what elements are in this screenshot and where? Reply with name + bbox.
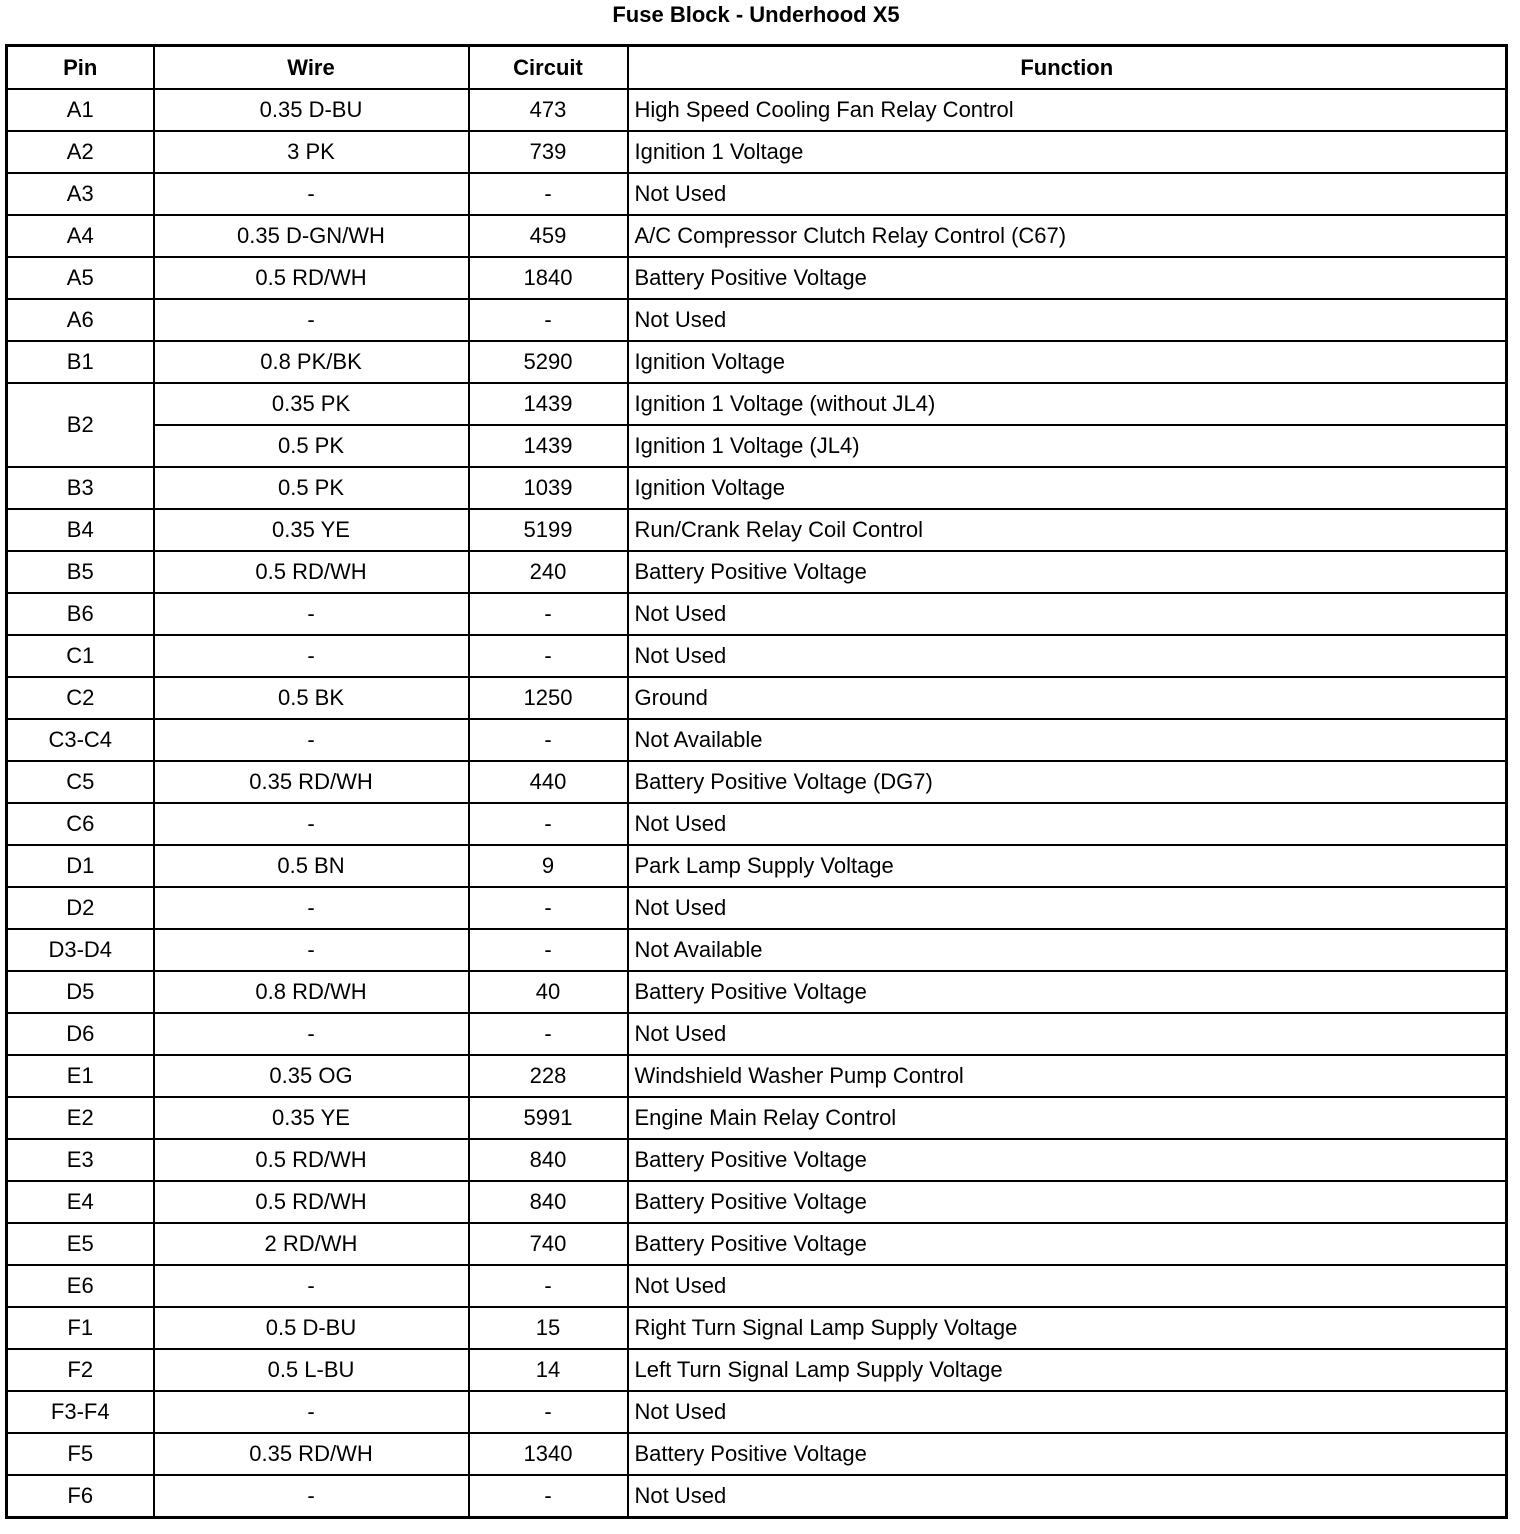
table-row (7, 1139, 1507, 1181)
wire-cell: 3 PK (154, 131, 469, 173)
circuit-cell: 473 (469, 89, 628, 131)
table-row (7, 1475, 1507, 1518)
pin-cell: D1 (7, 845, 154, 887)
pin-cell: C6 (7, 803, 154, 845)
pin-cell: A2 (7, 131, 154, 173)
wire-cell: 0.35 RD/WH (154, 1433, 469, 1475)
table-row (7, 803, 1507, 845)
circuit-cell: 840 (469, 1181, 628, 1223)
wire-cell: 0.5 L-BU (154, 1349, 469, 1391)
pin-cell: B2 (7, 383, 154, 467)
circuit-cell: - (469, 929, 628, 971)
function-cell: Not Used (628, 1475, 1507, 1518)
wire-cell: - (154, 173, 469, 215)
circuit-cell: - (469, 887, 628, 929)
wire-cell: 0.35 OG (154, 1055, 469, 1097)
function-cell: Not Used (628, 887, 1507, 929)
table-row (7, 89, 1507, 131)
table-row (7, 173, 1507, 215)
wire-cell: 0.35 PK (154, 383, 469, 425)
wire-cell: - (154, 1475, 469, 1518)
function-cell: Left Turn Signal Lamp Supply Voltage (628, 1349, 1507, 1391)
table-row (7, 425, 1507, 467)
pin-cell: E4 (7, 1181, 154, 1223)
pin-cell: B1 (7, 341, 154, 383)
table-row (7, 1433, 1507, 1475)
table-row (7, 257, 1507, 299)
table-row (7, 1307, 1507, 1349)
wire-cell: 2 RD/WH (154, 1223, 469, 1265)
table-row (7, 1013, 1507, 1055)
circuit-cell: 1439 (469, 425, 628, 467)
wire-cell: - (154, 929, 469, 971)
pin-cell: F3-F4 (7, 1391, 154, 1433)
wire-cell: 0.5 PK (154, 425, 469, 467)
header-wire: Wire (154, 46, 469, 90)
table-row (7, 1223, 1507, 1265)
function-cell: Run/Crank Relay Coil Control (628, 509, 1507, 551)
circuit-cell: 1250 (469, 677, 628, 719)
pin-cell: C1 (7, 635, 154, 677)
table-row (7, 635, 1507, 677)
table-row (7, 1391, 1507, 1433)
function-cell: Battery Positive Voltage (628, 1433, 1507, 1475)
function-cell: Not Used (628, 1265, 1507, 1307)
pin-cell: A4 (7, 215, 154, 257)
circuit-cell: 739 (469, 131, 628, 173)
circuit-cell: 740 (469, 1223, 628, 1265)
pin-cell: F5 (7, 1433, 154, 1475)
function-cell: Not Used (628, 1391, 1507, 1433)
function-cell: Battery Positive Voltage (628, 1181, 1507, 1223)
function-cell: Ground (628, 677, 1507, 719)
table-row (7, 929, 1507, 971)
table-row (7, 383, 1507, 425)
connector-table (5, 44, 1508, 1519)
pin-cell: D6 (7, 1013, 154, 1055)
wire-cell: - (154, 299, 469, 341)
table-row (7, 215, 1507, 257)
table-row (7, 467, 1507, 509)
circuit-cell: 1039 (469, 467, 628, 509)
circuit-cell: 228 (469, 1055, 628, 1097)
wire-cell: - (154, 1265, 469, 1307)
wire-cell: 0.35 RD/WH (154, 761, 469, 803)
pin-cell: B6 (7, 593, 154, 635)
function-cell: Battery Positive Voltage (628, 971, 1507, 1013)
function-cell: Battery Positive Voltage (DG7) (628, 761, 1507, 803)
pin-cell: C5 (7, 761, 154, 803)
circuit-cell: - (469, 635, 628, 677)
function-cell: Not Used (628, 1013, 1507, 1055)
wire-cell: 0.5 PK (154, 467, 469, 509)
wire-cell: - (154, 1013, 469, 1055)
circuit-cell: 15 (469, 1307, 628, 1349)
wire-cell: 0.5 RD/WH (154, 1139, 469, 1181)
function-cell: Not Used (628, 635, 1507, 677)
function-cell: Not Used (628, 299, 1507, 341)
circuit-cell: 1340 (469, 1433, 628, 1475)
circuit-cell: - (469, 719, 628, 761)
circuit-cell: - (469, 1475, 628, 1518)
function-cell: Not Available (628, 719, 1507, 761)
circuit-cell: 1840 (469, 257, 628, 299)
pin-cell: F6 (7, 1475, 154, 1518)
circuit-cell: 14 (469, 1349, 628, 1391)
pin-cell: D5 (7, 971, 154, 1013)
function-cell: Engine Main Relay Control (628, 1097, 1507, 1139)
pin-cell: A6 (7, 299, 154, 341)
wire-cell: - (154, 719, 469, 761)
wire-cell: 0.5 BN (154, 845, 469, 887)
wire-cell: - (154, 803, 469, 845)
function-cell: Ignition Voltage (628, 467, 1507, 509)
wire-cell: 0.5 BK (154, 677, 469, 719)
circuit-cell: - (469, 173, 628, 215)
function-cell: Windshield Washer Pump Control (628, 1055, 1507, 1097)
table-row (7, 341, 1507, 383)
circuit-cell: - (469, 1265, 628, 1307)
table-row (7, 1055, 1507, 1097)
table-row (7, 551, 1507, 593)
function-cell: Ignition 1 Voltage (628, 131, 1507, 173)
circuit-cell: - (469, 1013, 628, 1055)
wire-cell: - (154, 593, 469, 635)
function-cell: Ignition 1 Voltage (JL4) (628, 425, 1507, 467)
header-function: Function (628, 46, 1507, 90)
circuit-cell: 840 (469, 1139, 628, 1181)
function-cell: Park Lamp Supply Voltage (628, 845, 1507, 887)
pin-cell: B3 (7, 467, 154, 509)
pin-cell: E1 (7, 1055, 154, 1097)
header-pin: Pin (7, 46, 154, 90)
circuit-cell: 1439 (469, 383, 628, 425)
function-cell: High Speed Cooling Fan Relay Control (628, 89, 1507, 131)
header-row (7, 46, 1507, 90)
pin-cell: E3 (7, 1139, 154, 1181)
pin-cell: B4 (7, 509, 154, 551)
table-row (7, 677, 1507, 719)
pin-cell: E2 (7, 1097, 154, 1139)
table-row (7, 299, 1507, 341)
wire-cell: - (154, 635, 469, 677)
pin-cell: E5 (7, 1223, 154, 1265)
wire-cell: - (154, 1391, 469, 1433)
wire-cell: 0.35 D-GN/WH (154, 215, 469, 257)
page-title: Fuse Block - Underhood X5 (612, 2, 900, 27)
circuit-cell: - (469, 803, 628, 845)
circuit-cell: 440 (469, 761, 628, 803)
wire-cell: 0.35 D-BU (154, 89, 469, 131)
table-row (7, 971, 1507, 1013)
circuit-cell: - (469, 593, 628, 635)
table-row (7, 719, 1507, 761)
circuit-cell: 240 (469, 551, 628, 593)
pin-cell: E6 (7, 1265, 154, 1307)
table-row (7, 887, 1507, 929)
function-cell: Not Used (628, 593, 1507, 635)
function-cell: Battery Positive Voltage (628, 551, 1507, 593)
table-row (7, 845, 1507, 887)
circuit-cell: 5290 (469, 341, 628, 383)
function-cell: Battery Positive Voltage (628, 257, 1507, 299)
wire-cell: 0.35 YE (154, 1097, 469, 1139)
function-cell: A/C Compressor Clutch Relay Control (C67) (628, 215, 1507, 257)
function-cell: Ignition Voltage (628, 341, 1507, 383)
pin-cell: A3 (7, 173, 154, 215)
function-cell: Ignition 1 Voltage (without JL4) (628, 383, 1507, 425)
table-row (7, 131, 1507, 173)
circuit-cell: 5991 (469, 1097, 628, 1139)
wire-cell: 0.5 RD/WH (154, 551, 469, 593)
pin-cell: A5 (7, 257, 154, 299)
wire-cell: 0.8 PK/BK (154, 341, 469, 383)
pin-cell: C3-C4 (7, 719, 154, 761)
table-row (7, 509, 1507, 551)
pin-cell: B5 (7, 551, 154, 593)
pin-cell: D3-D4 (7, 929, 154, 971)
pin-cell: D2 (7, 887, 154, 929)
function-cell: Battery Positive Voltage (628, 1139, 1507, 1181)
circuit-cell: 459 (469, 215, 628, 257)
circuit-cell: - (469, 1391, 628, 1433)
wire-cell: 0.35 YE (154, 509, 469, 551)
wire-cell: 0.8 RD/WH (154, 971, 469, 1013)
pin-cell: A1 (7, 89, 154, 131)
table-row (7, 1097, 1507, 1139)
function-cell: Not Used (628, 173, 1507, 215)
circuit-cell: 40 (469, 971, 628, 1013)
pin-cell: F2 (7, 1349, 154, 1391)
wire-cell: 0.5 RD/WH (154, 1181, 469, 1223)
circuit-cell: 5199 (469, 509, 628, 551)
function-cell: Right Turn Signal Lamp Supply Voltage (628, 1307, 1507, 1349)
table-row (7, 593, 1507, 635)
function-cell: Not Used (628, 803, 1507, 845)
table-row (7, 761, 1507, 803)
table-row (7, 1349, 1507, 1391)
pin-cell: C2 (7, 677, 154, 719)
wire-cell: 0.5 D-BU (154, 1307, 469, 1349)
pin-cell: F1 (7, 1307, 154, 1349)
table-row (7, 1181, 1507, 1223)
table-row (7, 1265, 1507, 1307)
circuit-cell: 9 (469, 845, 628, 887)
wire-cell: 0.5 RD/WH (154, 257, 469, 299)
function-cell: Battery Positive Voltage (628, 1223, 1507, 1265)
function-cell: Not Available (628, 929, 1507, 971)
wire-cell: - (154, 887, 469, 929)
header-circuit: Circuit (469, 46, 628, 90)
circuit-cell: - (469, 299, 628, 341)
